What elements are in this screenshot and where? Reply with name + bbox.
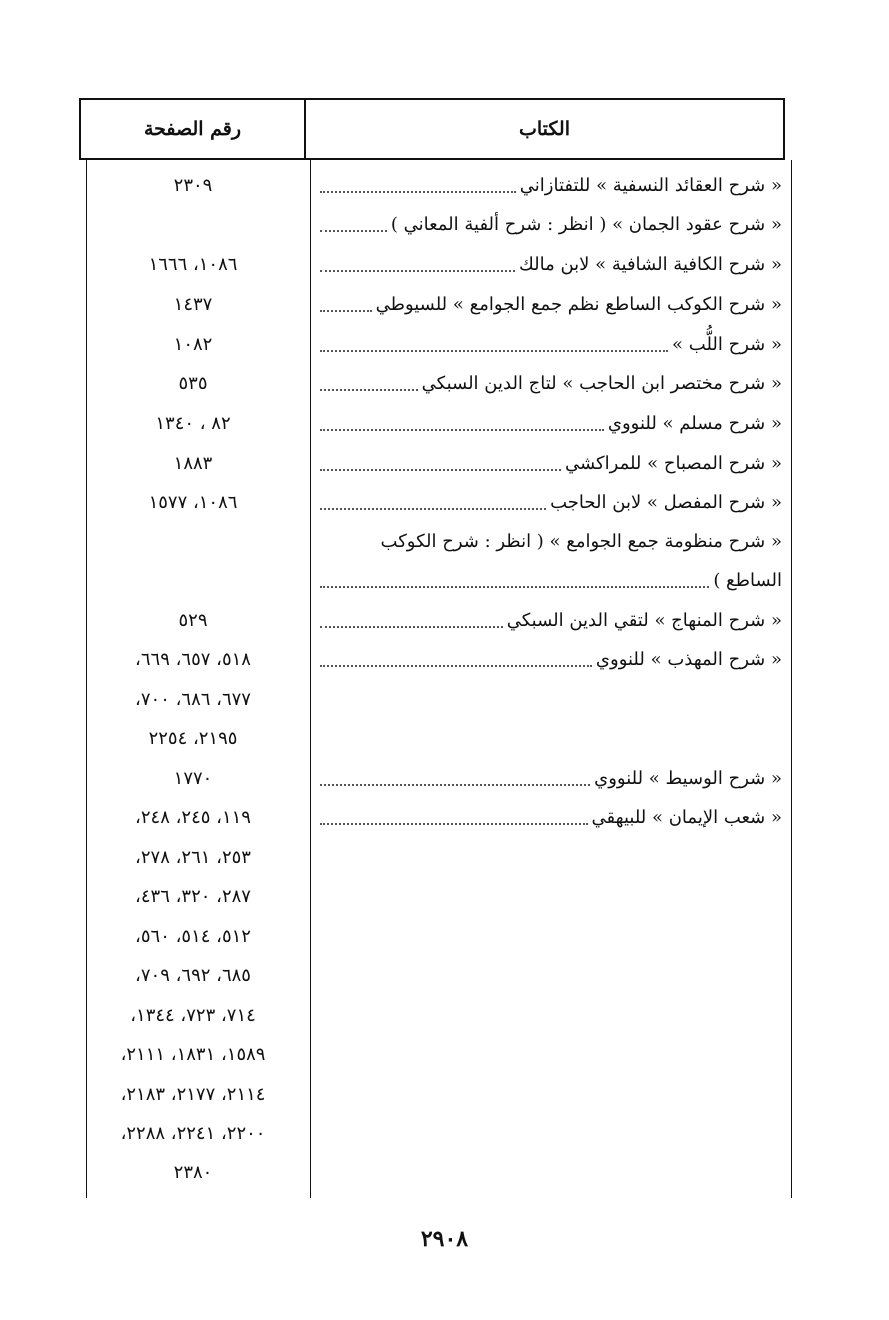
page-numbers: ٧١٤، ٧٢٣، ١٣٤٤، <box>130 1004 256 1026</box>
header-book-title: الكتاب <box>519 118 570 140</box>
leader-dots <box>320 349 668 352</box>
page-numbers: ٥١٨، ٦٥٧، ٦٦٩، <box>135 648 251 670</box>
book-row <box>316 247 782 281</box>
leader-dots <box>320 229 387 232</box>
book-title: « شرح المنهاج » لتقي الدين السبكي <box>506 609 782 631</box>
book-row-continuation <box>316 563 782 597</box>
page-numbers: ٢١٩٥، ٢٢٥٤ <box>148 727 238 749</box>
leader-dots <box>320 388 418 391</box>
book-row <box>316 327 782 361</box>
book-title: الساطع ) <box>713 569 782 591</box>
book-title: « شرح الكوكب الساطع نظم جمع الجوامع » للسيوطي <box>375 293 782 315</box>
book-row <box>316 761 782 795</box>
page-numbers: ١٧٧٠ <box>173 767 213 789</box>
leader-dots <box>320 822 588 825</box>
book-row <box>316 485 782 519</box>
column-divider-lower <box>310 160 311 1198</box>
page-numbers: ٢٢٠٠، ٢٢٤١، ٢٢٨٨، <box>120 1122 266 1144</box>
page-numbers: ١٠٨٢ <box>173 333 213 355</box>
leader-dots <box>320 507 546 510</box>
page-numbers: ١٠٨٦، ١٦٦٦ <box>148 253 238 275</box>
page-numbers: ٢٨٧، ٣٢٠، ٤٣٦، <box>135 885 251 907</box>
page-numbers: ١١٩، ٢٤٥، ٢٤٨، <box>135 806 251 828</box>
page-numbers: ٦٧٧، ٦٨٦، ٧٠٠، <box>135 688 251 710</box>
leader-dots <box>320 664 592 667</box>
leader-dots <box>320 428 604 431</box>
page-numbers: ٢٣٠٩ <box>173 174 213 196</box>
table-right-border-lower <box>791 160 792 1198</box>
book-row <box>316 287 782 321</box>
header-page-number: رقم الصفحة <box>143 118 242 140</box>
page-numbers: ١٠٨٦، ١٥٧٧ <box>148 491 238 513</box>
page-numbers: ٥٣٥ <box>178 372 208 394</box>
book-title: « شرح عقود الجمان » ( انظر : شرح ألفية المعاني ) <box>390 213 782 235</box>
book-title: « شعب الإيمان » للبيهقي <box>591 806 782 828</box>
book-row <box>316 642 782 676</box>
page-numbers: ٥١٢، ٥١٤، ٥٦٠، <box>135 925 251 947</box>
book-title: « شرح الوسيط » للنووي <box>594 767 782 789</box>
leader-dots <box>320 585 709 588</box>
page-numbers: ١٨٨٣ <box>173 452 213 474</box>
book-title: « شرح مسلم » للنووي <box>607 412 782 434</box>
book-row <box>316 524 782 558</box>
book-row <box>316 366 782 400</box>
leader-dots <box>320 269 515 272</box>
page-numbers: ١٤٣٧ <box>173 293 213 315</box>
leader-dots <box>320 625 503 628</box>
page-numbers: ٢٣٨٠ <box>173 1161 213 1183</box>
table-right-border <box>783 98 785 160</box>
book-title: « شرح اللُّب » <box>672 333 782 355</box>
book-row <box>316 446 782 480</box>
book-title: « شرح المهذب » للنووي <box>595 648 782 670</box>
footer-page-number: ٢٩٠٨ <box>420 1226 469 1252</box>
page-numbers: ٢٥٣، ٢٦١، ٢٧٨، <box>135 846 251 868</box>
page-numbers: ٢١١٤، ٢١٧٧، ٢١٨٣، <box>120 1083 266 1105</box>
leader-dots <box>320 309 372 312</box>
page-numbers: ٥٢٩ <box>178 609 208 631</box>
leader-dots <box>320 468 561 471</box>
page-numbers: ٨٢ ، ١٣٤٠ <box>155 412 231 434</box>
book-row <box>316 406 782 440</box>
book-title: « شرح منظومة جمع الجوامع » ( انظر : شرح الكوكب <box>380 530 782 552</box>
book-title: « شرح الكافية الشافية » لابن مالك <box>518 253 782 275</box>
page-numbers: ١٥٨٩، ١٨٣١، ٢١١١، <box>120 1043 266 1065</box>
book-row <box>316 603 782 637</box>
book-row <box>316 207 782 241</box>
book-row <box>316 168 782 202</box>
leader-dots <box>320 783 590 786</box>
book-row <box>316 800 782 834</box>
book-title: « شرح المفصل » لابن الحاجب <box>550 491 782 513</box>
page-numbers: ٦٨٥، ٦٩٢، ٧٠٩، <box>135 964 251 986</box>
book-title: « شرح مختصر ابن الحاجب » لتاج الدين السبكي <box>421 372 782 394</box>
book-title: « شرح المصباح » للمراكشي <box>565 452 782 474</box>
leader-dots <box>320 190 516 193</box>
book-title: « شرح العقائد النسفية » للتفتازاني <box>519 174 782 196</box>
